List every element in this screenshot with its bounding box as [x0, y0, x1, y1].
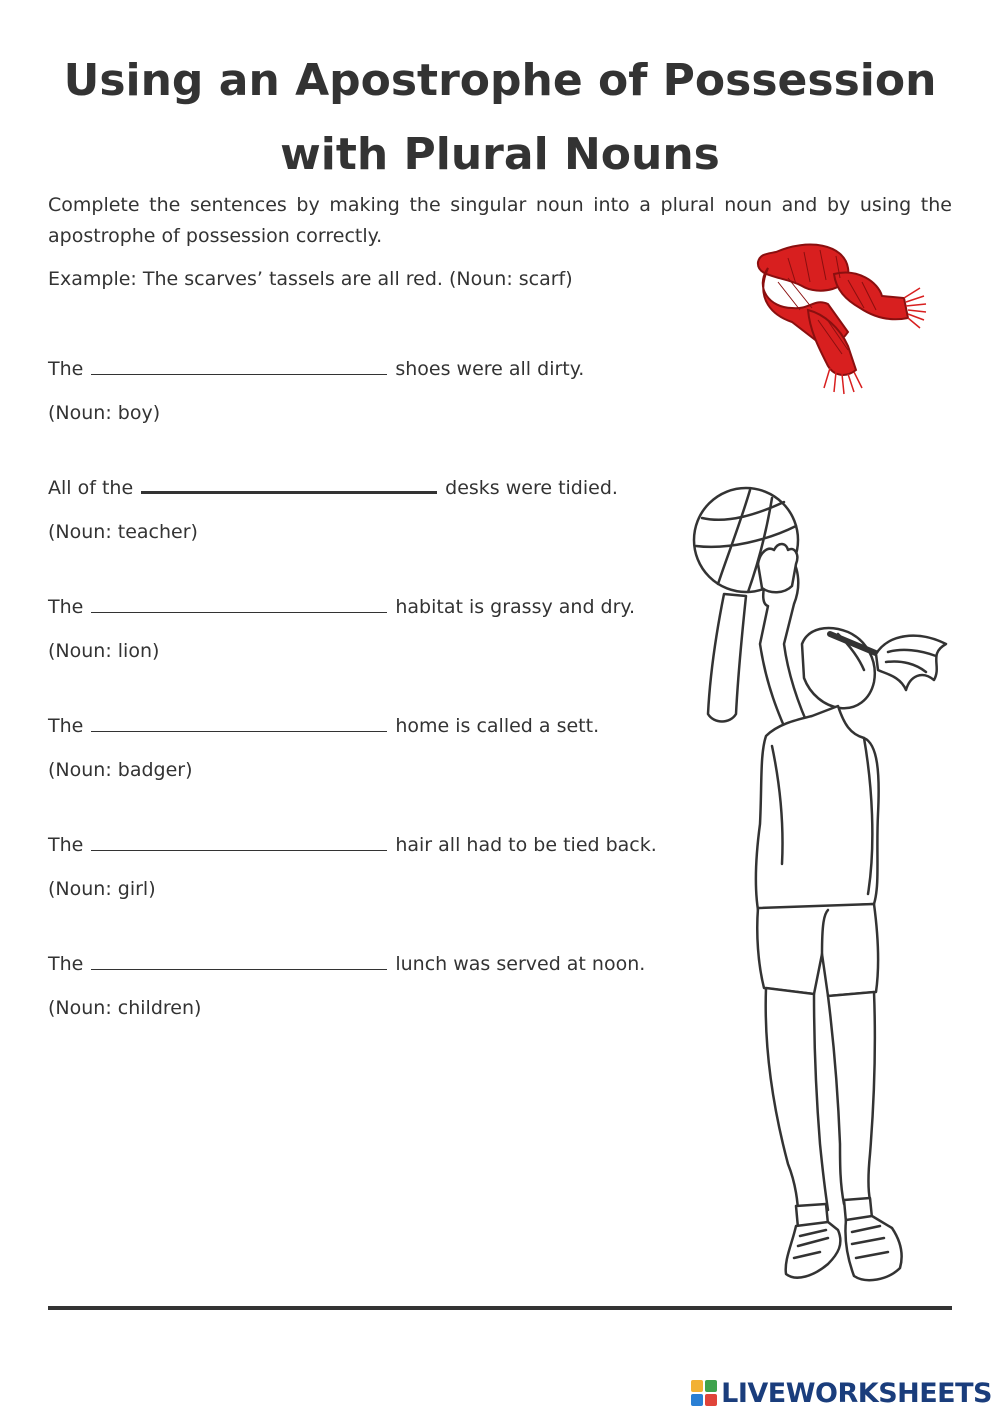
liveworksheets-logo-text: LIVEWORKSHEETS: [721, 1377, 992, 1409]
netball-player-illustration: [688, 484, 956, 1290]
question-1-noun: (Noun: boy): [48, 402, 161, 424]
question-6-before: The: [48, 953, 84, 975]
question-1-after: shoes were all dirty.: [395, 358, 585, 380]
question-4-blank[interactable]: [91, 713, 387, 732]
question-1-before: The: [48, 358, 84, 380]
question-2-after: desks were tidied.: [445, 477, 618, 499]
question-6: [48, 949, 645, 1023]
question-5-after: hair all had to be tied back.: [395, 834, 657, 856]
instructions: Complete the sentences by making the singular noun into a plural noun and by using the apostrophe of possession correctly.: [48, 194, 952, 247]
question-4-before: The: [48, 715, 84, 737]
bottom-divider: [48, 1306, 952, 1310]
question-5-noun: (Noun: girl): [48, 878, 156, 900]
question-1: [48, 354, 584, 428]
question-3-before: The: [48, 596, 84, 618]
question-6-noun: (Noun: children): [48, 997, 202, 1019]
question-6-blank[interactable]: [91, 951, 387, 970]
question-1-blank[interactable]: [91, 356, 387, 375]
question-2-before: All of the: [48, 477, 134, 499]
page-title: Using an Apostrophe of Possession with Plural Nouns: [63, 55, 937, 180]
question-5-before: The: [48, 834, 84, 856]
example-sentence: Example: The scarves’ tassels are all red. (Noun: scarf): [48, 268, 573, 290]
question-3-noun: (Noun: lion): [48, 640, 160, 662]
question-2: [48, 473, 618, 547]
question-2-blank[interactable]: [141, 473, 437, 494]
liveworksheets-logo-icon: [691, 1380, 717, 1406]
question-4: [48, 711, 599, 785]
question-5-blank[interactable]: [91, 832, 387, 851]
liveworksheets-logo[interactable]: [691, 1376, 992, 1410]
question-4-after: home is called a sett.: [395, 715, 600, 737]
question-3: [48, 592, 635, 666]
question-3-after: habitat is grassy and dry.: [395, 596, 635, 618]
question-5: [48, 830, 657, 904]
scarf-illustration: [748, 238, 932, 398]
question-6-after: lunch was served at noon.: [395, 953, 646, 975]
question-3-blank[interactable]: [91, 594, 387, 613]
question-4-noun: (Noun: badger): [48, 759, 193, 781]
question-2-noun: (Noun: teacher): [48, 521, 198, 543]
